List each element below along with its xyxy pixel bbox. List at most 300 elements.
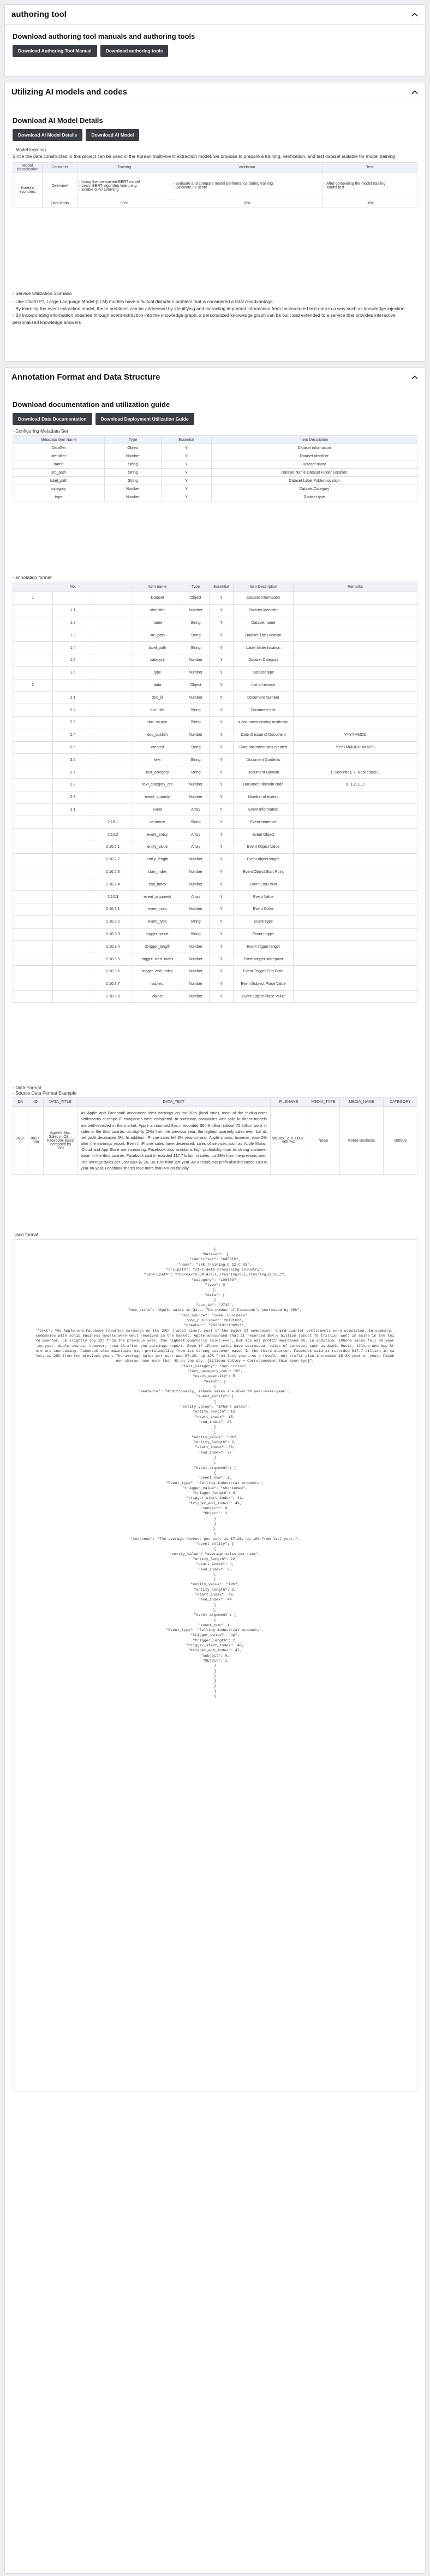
table-cell xyxy=(53,978,93,990)
table-cell: Number xyxy=(182,878,210,891)
table-row xyxy=(13,741,417,754)
table-header: CATEGORY xyxy=(384,1098,417,1107)
table-cell xyxy=(13,666,53,679)
table-cell: Array xyxy=(182,891,210,903)
table-cell: 100003 xyxy=(384,1107,417,1175)
table-cell xyxy=(13,704,53,717)
table-row xyxy=(13,953,417,966)
table-cell: Y xyxy=(210,965,234,978)
table-cell xyxy=(93,617,133,629)
table-row xyxy=(13,704,417,717)
metadata-label: - Configuring Metadata Set xyxy=(13,428,68,434)
table-cell: 80% xyxy=(77,199,171,208)
source-example-label: - Source Data Format Example xyxy=(13,1090,77,1096)
table-cell: 1.6 xyxy=(53,666,93,679)
table-cell xyxy=(13,754,53,766)
json-example-box xyxy=(13,1239,417,2091)
table-cell xyxy=(294,617,417,629)
table-cell: String xyxy=(182,928,210,941)
table-cell: Dataset Information xyxy=(234,592,294,605)
table-cell: Y xyxy=(210,766,234,779)
table-row xyxy=(13,666,417,679)
table-row xyxy=(13,444,417,452)
table-cell: Document Contents xyxy=(234,754,294,766)
table-row xyxy=(13,629,417,642)
json-example-text: { "Dataset": { "identifier": "A0E8I6", "name": "30K_Training_D_12_C_01", "src_path": "/1/2.data processing Industry", "label_path": "/Korea/10.DATA/KEE_Training/KEE_Training_D_12_C", "category": "100003", "type": 0 }, "data": [ { "doc_id": "2732", "doc_title": "Apple sales in Q3... The number of Facebook's increased by 38%", "doc_source": "Ideal Business", "doc_published": 20191031, "created": "20231012130911", "text": "As Apple and Facebook reported earnings on the 30th (local time), most of the major IT companies' third-quarter settlements were completed. In summary, companies with solid business models were well received in the market. Apple announced that it recorded $64.6 billion (about 75 trillion won) in sales in the third quarter, up slightly (by 2%) from the previous year, the highest quarterly sales ever, but its net profit decreased 3%. In addition, iPhone sales fell 9% year-on-year. Apple shares, however, rose 2% after the earnings report. Even if iPhone sales have decreased, sales of services such as Apple Music, iCloud and App Store are increasing. Facebook also maintains high profitability from its strong customer base. In the third quarter, Facebook said it recorded $17.7 billion in sales, up 28% from the previous year. The average sales per user was $7.26, up 19% from last year. As a result, net profit also increased 18.8% year-on-year. Facebook shares rose more than 4% on the day. [Silicon Valley = Correspondent Shin Hyun-kyu]", "text_category": "Securities", "text_category_cnt": "0", "event_quantity": 5, "event": [ { "sentence": "Additionally, iPhone sales are down 9% year-over-year.", "event_entity": [ { "entity_value": "iPhone sales", "entity_length": 12, "start_index": 15, "end_index": 26 } ], "entity_value": "9%", "entity_length": 2, "start_index": 36, "end_index": 37 } ], "event_argument": [ { "event_num": 1, "Event_type": "Selling industrial products", "trigger_value": "shortened", "trigger_length": 9, "trigger_start_index": 41, "trigger_end_index": 49, "subject": 0, "Object": 1 } ] }, { "sentence": "The average revenue per user is $7.26, up 19% from last year.", "event_entity": [ { "entity_value": "average sales per user", "entity_length": 22, "start_index": 4, "end_index": 25 }, { "entity_value": "19%", "entity_length": 3, "start_index": 42, "end_index": 44 } ], "event_argument": [ { "event_num": 1, "Event_type": "Selling industrial products", "trigger_value": "up", "trigger_length": 2, "trigger_start_index": 46, "trigger_end_index": 47, "subject": 0, "Object": 1 } ] } ] } ] } xyxy=(35,1247,395,1699)
table-cell xyxy=(93,729,133,741)
table-cell: Number xyxy=(182,729,210,741)
table-row xyxy=(13,654,417,666)
table-header: Validation xyxy=(171,162,322,173)
table-cell: 2.10.3.3 xyxy=(93,928,133,941)
table-row xyxy=(13,791,417,803)
table-cell: Number xyxy=(105,452,162,460)
table-cell: Dataset The Location xyxy=(234,629,294,642)
table-cell xyxy=(13,829,53,841)
table-cell: Y xyxy=(210,903,234,915)
table-header: Remarks xyxy=(294,582,417,592)
table-cell: Y xyxy=(162,444,212,452)
table-cell: 2.10.2.2 xyxy=(93,853,133,866)
table-cell xyxy=(294,654,417,666)
table-cell: doc_publish xyxy=(133,729,182,741)
table-cell: Dataset Name Dataset Folder Location xyxy=(212,469,417,477)
table-cell: text_category_cnt xyxy=(133,778,182,791)
table-row xyxy=(13,452,417,460)
table-cell: Number xyxy=(105,485,162,493)
table-cell: Number xyxy=(182,978,210,990)
table-cell: Dataset Category xyxy=(234,654,294,666)
table-cell xyxy=(53,866,93,878)
table-row xyxy=(13,485,417,493)
ai-models-section xyxy=(4,82,426,362)
table-cell: 1.2 xyxy=(53,617,93,629)
table-cell: Dataset identifier xyxy=(212,452,417,460)
table-cell: Number xyxy=(105,493,162,501)
download-deployment-guide-button[interactable]: Download Deployment Utilization Guide xyxy=(95,413,194,425)
table-cell: String xyxy=(182,704,210,717)
table-cell: src_path xyxy=(133,629,182,642)
table-cell xyxy=(53,915,93,928)
table-cell: a document-issuing institution xyxy=(234,716,294,729)
table-cell: 1.1 xyxy=(53,604,93,617)
table-header: No. xyxy=(13,582,133,592)
download-ai-model-details-button[interactable]: Download AI Model Details xyxy=(13,129,82,141)
table-cell: YYYYMMDD xyxy=(294,729,417,741)
table-cell: - Evaluate and compare model performance during training - Calculate F1 score xyxy=(171,173,322,199)
table-cell xyxy=(294,679,417,692)
authoring-tool-header[interactable] xyxy=(5,5,425,25)
table-cell xyxy=(294,928,417,941)
table-cell: Number xyxy=(182,604,210,617)
table-cell: Y xyxy=(210,629,234,642)
table-cell xyxy=(13,891,53,903)
table-cell: type xyxy=(13,493,105,501)
model-learning-label: - Model learning xyxy=(13,147,46,152)
table-cell: Event Value xyxy=(234,891,294,903)
table-cell: - After completing the model training - Model test xyxy=(322,173,417,199)
table-cell: - Using the pre-trained BERT model - Learn BERT algorithm finetuning - Enable GPU Learning xyxy=(77,173,171,199)
table-cell: Y xyxy=(162,469,212,477)
table-cell: String xyxy=(105,477,162,485)
table-cell: event xyxy=(133,803,182,816)
table-cell xyxy=(53,953,93,966)
table-cell: Dataset xyxy=(133,592,182,605)
table-header: Test xyxy=(322,162,417,173)
table-cell xyxy=(93,654,133,666)
table-header: Container xyxy=(43,162,77,173)
table-cell: String xyxy=(105,469,162,477)
table-cell: (0,1,2,3,...) xyxy=(294,778,417,791)
table-cell: 0097-968 xyxy=(28,1107,44,1175)
table-cell: String xyxy=(182,915,210,928)
table-cell: Y xyxy=(210,729,234,741)
table-cell xyxy=(13,604,53,617)
table-cell: 2.10.3.4 xyxy=(93,941,133,953)
table-row xyxy=(13,493,417,501)
table-cell xyxy=(294,878,417,891)
table-cell: Document Number xyxy=(234,692,294,704)
table-cell: Event Subject Place Value xyxy=(234,978,294,990)
table-cell: Date of issue of Document xyxy=(234,729,294,741)
source-example-table xyxy=(13,1097,417,1175)
table-cell xyxy=(53,816,93,829)
table-cell: 2.1 xyxy=(53,803,93,816)
table-cell xyxy=(13,729,53,741)
table-cell xyxy=(53,878,93,891)
table-row xyxy=(13,754,417,766)
table-cell xyxy=(294,866,417,878)
table-cell: Y xyxy=(210,990,234,1003)
table-cell: Number of events xyxy=(234,791,294,803)
table-header: Essential xyxy=(210,582,234,592)
table-cell: 1: Securities, 2: Real estate... xyxy=(294,766,417,779)
table-cell xyxy=(53,841,93,853)
table-cell: Number xyxy=(182,654,210,666)
table-cell: Y xyxy=(210,778,234,791)
chevron-up-icon[interactable] xyxy=(411,11,419,19)
table-row xyxy=(13,941,417,953)
table-cell: Dataset type xyxy=(234,666,294,679)
scenario-item: - Like ChatGPT, Large Language Model (LLM) models have a factual distortion problem that is considered a fatal disadvantage. xyxy=(13,298,274,304)
table-cell xyxy=(294,853,417,866)
metadata-table xyxy=(13,435,417,501)
table-cell: 2.10.3.1 xyxy=(93,903,133,915)
table-cell xyxy=(13,878,53,891)
table-header: Type xyxy=(182,582,210,592)
table-cell xyxy=(13,654,53,666)
table-cell xyxy=(294,829,417,841)
table-cell: label_path xyxy=(13,477,105,485)
table-header: Item Description xyxy=(234,582,294,592)
table-header: FILENAME xyxy=(270,1098,307,1107)
table-cell: News xyxy=(307,1107,340,1175)
table-cell: doc_source xyxy=(133,716,182,729)
table-cell: Y xyxy=(210,592,234,605)
table-cell xyxy=(13,791,53,803)
section-title: Utilizing AI models and codes xyxy=(11,87,127,97)
table-cell: event_num xyxy=(133,903,182,915)
table-cell xyxy=(13,692,53,704)
table-cell: Event sentence xyxy=(234,816,294,829)
table-header: MEDIA_NAME xyxy=(340,1098,384,1107)
table-cell xyxy=(294,716,417,729)
table-cell: String xyxy=(182,617,210,629)
table-cell: Number xyxy=(182,953,210,966)
table-cell: Y xyxy=(210,642,234,654)
table-cell: Data Ratio xyxy=(43,199,77,208)
chevron-up-icon[interactable] xyxy=(411,88,419,96)
json-format-label: - json format xyxy=(13,1231,39,1237)
table-cell: 2.10.3.2 xyxy=(93,915,133,928)
annotation-table xyxy=(13,582,417,1003)
table-header: Item Description xyxy=(212,436,417,444)
annotation-header[interactable] xyxy=(5,368,425,387)
table-row xyxy=(13,692,417,704)
table-cell xyxy=(53,965,93,978)
table-cell: data xyxy=(133,679,182,692)
table-cell: 2.9 xyxy=(53,791,93,803)
table-cell xyxy=(93,778,133,791)
table-cell: text_category xyxy=(133,766,182,779)
table-cell: Y xyxy=(210,829,234,841)
table-cell: Event End Point xyxy=(234,878,294,891)
table-cell: Y xyxy=(210,692,234,704)
table-cell: event_type xyxy=(133,915,182,928)
authoring-tool-section xyxy=(4,4,426,76)
table-header: Model classification xyxy=(13,162,43,173)
table-cell: Number xyxy=(182,853,210,866)
table-cell: Dataset name xyxy=(234,617,294,629)
chevron-up-icon[interactable] xyxy=(411,374,419,381)
table-cell xyxy=(53,990,93,1003)
table-cell: category xyxy=(13,485,105,493)
table-row xyxy=(13,965,417,978)
table-cell: name xyxy=(13,460,105,469)
table-cell xyxy=(53,853,93,866)
table-row xyxy=(13,729,417,741)
ai-models-header[interactable] xyxy=(5,82,425,102)
table-cell: 2.10.2.1 xyxy=(93,841,133,853)
table-header: Training xyxy=(77,162,171,173)
table-row xyxy=(13,829,417,841)
table-cell xyxy=(294,841,417,853)
table-cell: Y xyxy=(210,816,234,829)
table-cell xyxy=(294,891,417,903)
scenario-item: - By incorporating information obtained through event extraction into the knowledge graph, a personalized knowledge graph can be built and extended to a service that provides interactive personalized knowledge answers xyxy=(13,312,396,326)
table-row xyxy=(13,878,417,891)
table-cell: Event Order xyxy=(234,903,294,915)
table-row xyxy=(13,990,417,1003)
table-cell: Event trigger start point xyxy=(234,953,294,966)
table-cell: Valutex_2_0_0097-968.csv xyxy=(270,1107,307,1175)
table-cell: 2.10.1 xyxy=(93,816,133,829)
table-cell xyxy=(53,592,93,605)
table-cell xyxy=(294,592,417,605)
table-cell: 1 xyxy=(13,592,53,605)
table-cell: 2.10.3.8 xyxy=(93,990,133,1003)
table-cell xyxy=(93,629,133,642)
table-row xyxy=(13,841,417,853)
table-cell: 0612-8 xyxy=(13,1107,28,1175)
table-row xyxy=(13,978,417,990)
table-header: DA xyxy=(13,1098,28,1107)
table-row xyxy=(13,469,417,477)
annotation-section xyxy=(4,367,426,2574)
table-cell: identifier xyxy=(13,452,105,460)
table-cell: List of records xyxy=(234,679,294,692)
table-cell: Y xyxy=(210,617,234,629)
table-cell: 2.10.2.4 xyxy=(93,878,133,891)
table-cell xyxy=(294,666,417,679)
table-cell: Y xyxy=(210,866,234,878)
table-cell xyxy=(13,841,53,853)
table-row xyxy=(13,592,417,605)
table-cell: Korea Business xyxy=(340,1107,384,1175)
table-cell: start_index xyxy=(133,866,182,878)
table-cell: 10% xyxy=(322,199,417,208)
table-cell: Number xyxy=(182,965,210,978)
table-cell: 2.3 xyxy=(53,716,93,729)
table-cell: event_argument xyxy=(133,891,182,903)
table-cell: event_quantity xyxy=(133,791,182,803)
table-cell xyxy=(294,903,417,915)
table-cell: 1.4 xyxy=(53,642,93,654)
table-cell xyxy=(13,816,53,829)
data-format-label: - Data Format xyxy=(13,1085,41,1091)
table-cell xyxy=(13,866,53,878)
table-cell xyxy=(294,953,417,966)
table-cell: 2.4 xyxy=(53,729,93,741)
table-cell: String xyxy=(105,460,162,469)
table-cell: Y xyxy=(162,485,212,493)
table-cell xyxy=(93,692,133,704)
table-cell xyxy=(294,915,417,928)
table-cell xyxy=(13,953,53,966)
table-cell: Object xyxy=(105,444,162,452)
table-cell xyxy=(53,829,93,841)
table-cell: end_index xyxy=(133,878,182,891)
table-cell: As Apple and Facebook announced their earnings on the 30th (local time), most of the third-quarter settlements of major IT companies were completed. In summary, companies with solid business models are well-received in the market. Apple announced that it recorded $64.6 billion (about 70 trillion won) in sales in the third quarter, up slightly (2%) from the previous year, the highest quarterly sales ever, but its net profit decreased 3%. In addition, iPhone sales fell 9% year-on-year. Apple shares, however, rose 2% after the earnings report. Even if iPhone sales have decreased, sales of services such as Apple Music, iCloud and App Store are increasing. Facebook also maintains high profitability from its strong customer base. In the third quarter, Facebook said it recorded $17.7 billion in sales, up 28% from the previous year. The average sales per user was $7.26, up 19% from last year. As a result, net profit also increased 18.8% year-on-year. Facebook shares rose more than 4% on the day. xyxy=(77,1107,271,1175)
table-cell: 10% xyxy=(171,199,322,208)
table-cell xyxy=(13,741,53,754)
table-cell: 2.2 xyxy=(53,704,93,717)
table-cell: Event Object Value xyxy=(234,841,294,853)
table-cell xyxy=(93,604,133,617)
table-row xyxy=(13,816,417,829)
table-cell: Event object length xyxy=(234,853,294,866)
table-cell: Y xyxy=(210,978,234,990)
table-cell: name xyxy=(133,617,182,629)
table-cell xyxy=(93,679,133,692)
table-cell: 2.10.2.3 xyxy=(93,866,133,878)
table-cell: entity_length xyxy=(133,853,182,866)
table-cell: Y xyxy=(210,891,234,903)
table-cell: Y xyxy=(162,493,212,501)
table-cell: DataSet xyxy=(13,444,105,452)
table-cell xyxy=(294,803,417,816)
table-cell xyxy=(13,778,53,791)
table-cell: Number xyxy=(182,990,210,1003)
table-header: DATA_TEXT xyxy=(77,1098,271,1107)
table-cell: label_path xyxy=(133,642,182,654)
table-cell xyxy=(13,965,53,978)
table-row xyxy=(13,853,417,866)
table-cell: Number xyxy=(182,903,210,915)
download-authoring-tools-button[interactable]: Download authoring tools xyxy=(100,45,169,57)
table-cell xyxy=(93,754,133,766)
table-cell xyxy=(93,791,133,803)
download-ai-model-button[interactable]: Download AI Model xyxy=(86,129,139,141)
table-cell: Y xyxy=(210,915,234,928)
download-data-documentation-button[interactable]: Download Data Documentation xyxy=(13,413,92,425)
table-cell: 1.3 xyxy=(53,629,93,642)
table-header: Essential xyxy=(162,436,212,444)
table-cell: 2.10.3.5 xyxy=(93,953,133,966)
table-cell xyxy=(294,704,417,717)
table-cell xyxy=(13,915,53,928)
table-cell xyxy=(13,803,53,816)
table-cell: Document title xyxy=(234,704,294,717)
table-cell: 2.1 xyxy=(53,692,93,704)
table-cell: Y xyxy=(210,666,234,679)
table-cell: created xyxy=(133,741,182,754)
table-cell: Y xyxy=(210,679,234,692)
download-authoring-manual-button[interactable]: Download Authoring Tool Manual xyxy=(13,45,97,57)
table-cell: Y xyxy=(210,716,234,729)
table-cell xyxy=(294,629,417,642)
table-cell: 2.10.3.7 xyxy=(93,978,133,990)
table-cell: Y xyxy=(210,604,234,617)
model-table xyxy=(13,162,417,208)
table-cell: Y xyxy=(210,741,234,754)
table-cell: Number xyxy=(182,778,210,791)
table-cell: Event Object Start Point xyxy=(234,866,294,878)
table-cell: Event trigger length xyxy=(234,941,294,953)
table-cell: 2.7 xyxy=(53,766,93,779)
table-cell: Number xyxy=(182,866,210,878)
table-cell xyxy=(294,692,417,704)
table-cell xyxy=(13,716,53,729)
table-cell: type xyxy=(133,666,182,679)
annotation-heading: Download documentation and utilization guide xyxy=(13,400,170,409)
table-cell xyxy=(13,642,53,654)
table-cell: 2.5 xyxy=(53,741,93,754)
table-cell xyxy=(13,629,53,642)
table-cell xyxy=(294,941,417,953)
table-cell: Array xyxy=(182,829,210,841)
table-row xyxy=(13,903,417,915)
table-cell: String xyxy=(182,642,210,654)
table-cell: Y xyxy=(210,941,234,953)
table-cell: sentence xyxy=(133,816,182,829)
table-cell: text xyxy=(133,754,182,766)
table-cell: 2.6 xyxy=(53,754,93,766)
table-cell xyxy=(13,941,53,953)
table-cell: Number xyxy=(182,692,210,704)
table-cell xyxy=(13,853,53,866)
table-cell: Data document was created xyxy=(234,741,294,754)
table-cell: trigger_value xyxy=(133,928,182,941)
table-cell xyxy=(294,816,417,829)
table-cell: category xyxy=(133,654,182,666)
table-cell xyxy=(13,990,53,1003)
table-cell: Object xyxy=(182,679,210,692)
table-row xyxy=(13,766,417,779)
section-title: authoring tool xyxy=(11,10,67,19)
ai-heading: Download AI Model Details xyxy=(13,116,103,125)
table-row xyxy=(13,477,417,485)
